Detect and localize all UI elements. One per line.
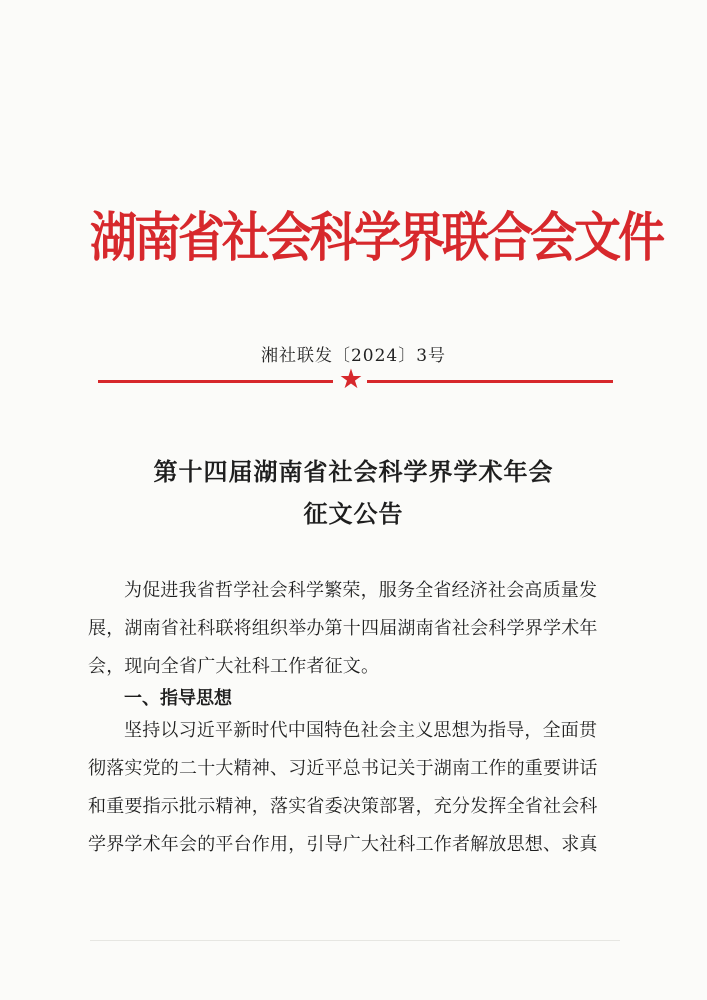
document-title-line1: 第十四届湖南省社会科学界学术年会	[153, 457, 554, 486]
intro-line: 会，现向全省广大社科工作者征文。	[88, 656, 380, 677]
document-number: 湘社联发〔2024〕3号	[260, 346, 447, 366]
paragraph-line: 坚持以习近平新时代中国特色社会主义思想为指导，全面贯	[124, 720, 598, 741]
red-star-icon: ★	[338, 364, 364, 395]
intro-paragraph	[88, 572, 622, 686]
masthead-title: 湖南省社会科学界联合会文件	[90, 207, 662, 270]
red-rule-left	[98, 380, 333, 383]
document-title-line2: 征文公告	[303, 499, 404, 528]
section-heading-guiding-thought: 一、指导思想	[124, 688, 232, 709]
guiding-thought-paragraph	[88, 712, 622, 864]
intro-line: 展，湖南省社科联将组织举办第十四届湖南省社会科学界学术年	[88, 618, 598, 639]
intro-line: 为促进我省哲学社会科学繁荣，服务全省经济社会高质量发	[124, 580, 598, 601]
paragraph-line: 和重要指示批示精神，落实省委决策部署，充分发挥全省社会科	[88, 796, 598, 817]
paragraph-line: 学界学术年会的平台作用，引导广大社科工作者解放思想、求真	[88, 834, 598, 855]
page-bottom-rule	[90, 940, 620, 941]
paragraph-line: 彻落实党的二十大精神、习近平总书记关于湖南工作的重要讲话	[88, 758, 598, 779]
red-rule-right	[367, 380, 613, 383]
